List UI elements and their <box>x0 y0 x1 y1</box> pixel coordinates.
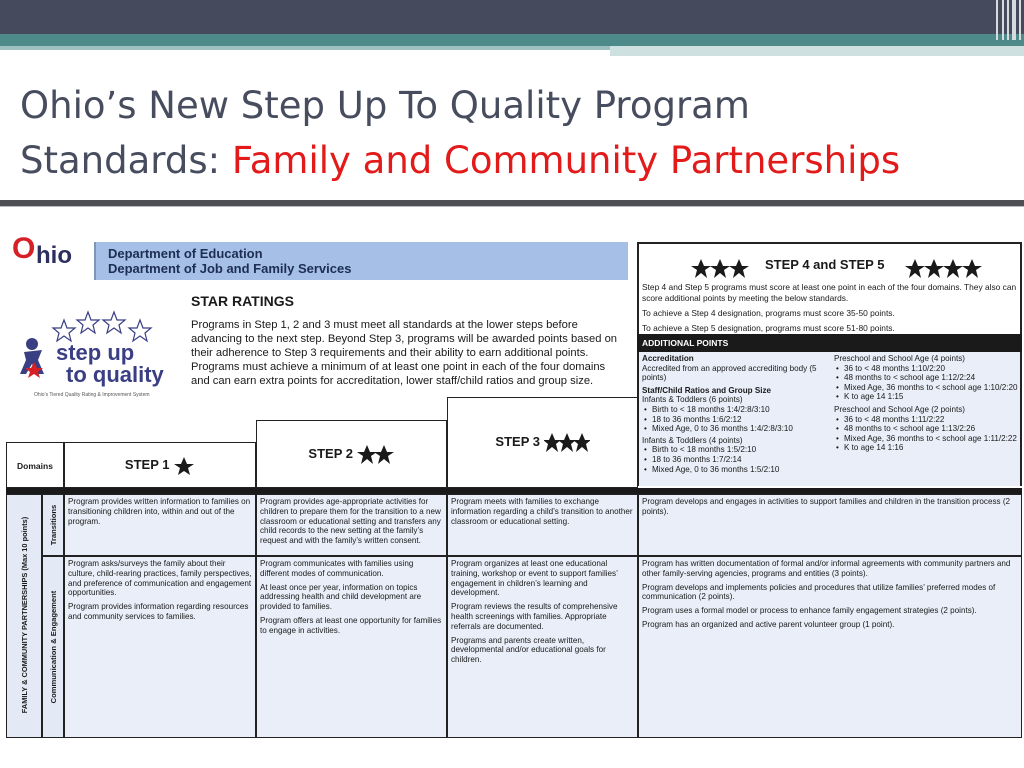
list-item: • Birth to < 18 months 1:5/2:10 <box>642 445 834 455</box>
list-item: • Birth to < 18 months 1:4/2:8/3:10 <box>642 405 834 415</box>
pre2-title: Preschool and School Age (2 points) <box>834 404 965 414</box>
title-divider-thin <box>0 206 1024 207</box>
logo-o: O <box>12 232 36 265</box>
pre4-title: Preschool and School Age (4 points) <box>834 354 965 363</box>
comm-step45-b: Program develops and implements policies and procedures that utilize families’ preferred modes of communication (2 points). <box>642 582 996 602</box>
comm-step1 <box>64 556 256 738</box>
comm-step3-c: Programs and parents create written, developmental and/or educational goals for children. <box>451 635 606 665</box>
list-item: • Mixed Age, 0 to 36 months 1:5/2:10 <box>642 465 834 475</box>
step45-title: STEP 4 and STEP 5 <box>765 257 885 272</box>
list-item: • K to age 14 1:16 <box>834 443 1019 453</box>
step45-line3: To achieve a Step 5 designation, programs must score 51-80 points. <box>642 323 895 333</box>
title-line2: Standards: <box>20 139 221 182</box>
comm-step1-b: Program provides information regarding resources and community services to families. <box>68 602 249 621</box>
star-ratings-title: STAR RATINGS <box>191 293 294 309</box>
list-item: • K to age 14 1:15 <box>834 392 1019 402</box>
infant4-title: Infants & Toddlers (4 points) <box>642 435 743 445</box>
one-star-icon <box>173 456 195 476</box>
list-item: • 36 to < 48 months 1:11/2:22 <box>834 415 1019 425</box>
comm-step2-c: Program offers at least one opportunity for families to engage in activities. <box>260 615 442 635</box>
comm-step45-a: Program has written documentation of formal and/or informal agreements with community partners and other family-serving agencies, programs and entities (3 points). <box>642 559 1011 578</box>
stepup-tagline: Ohio’s Tiered Quality Rating & Improvement System <box>34 392 150 398</box>
two-stars-icon <box>357 444 395 466</box>
ohio-logo <box>6 232 96 280</box>
list-item: • 48 months to < school age 1:12/2:24 <box>834 373 1019 383</box>
infant6-list <box>642 405 834 434</box>
accent-band <box>0 34 1024 46</box>
accent-band-light <box>0 46 610 50</box>
ratio-title: Staff/Child Ratios and Group Size <box>642 385 772 395</box>
comm-step45 <box>638 556 1022 738</box>
accred-body: Accredited from an approved accrediting body (5 points) <box>642 363 817 383</box>
stepup-text-1: step up <box>56 340 135 365</box>
step2-label: STEP 2 <box>308 446 353 461</box>
list-item: • 18 to 36 months 1:7/2:14 <box>642 455 834 465</box>
list-item: • 48 months to < school age 1:13/2:26 <box>834 424 1019 434</box>
top-bar <box>0 0 1024 34</box>
step45-line2: To achieve a Step 4 designation, programs must score 35-50 points. <box>642 308 895 318</box>
comm-step3-b: Program reviews the results of comprehensive health screenings with families. Appropriate referrals are documented. <box>451 602 618 631</box>
stepup-text-2: to quality <box>66 362 164 387</box>
accred-title: Accreditation <box>642 354 694 363</box>
dept-job-family: Department of Job and Family Services <box>108 261 352 276</box>
list-item: • Mixed Age, 0 to 36 months 1:4/2:8/3:10 <box>642 424 834 434</box>
list-item: • Mixed Age, 36 months to < school age 1:10/2:20 <box>834 383 1019 393</box>
comm-step2-b: At least once per year, information on topics addressing health and child development are provided to families. <box>260 582 422 612</box>
slide-title <box>20 78 1010 188</box>
comm-step2-a: Program communicates with families using different modes of communication. <box>260 559 414 578</box>
list-item: • 36 to < 48 months 1:10/2:20 <box>834 364 1019 374</box>
comm-step45-c: Program uses a formal model or process to enhance family engagement strategies (2 points). <box>642 606 977 616</box>
step3-label: STEP 3 <box>495 434 540 449</box>
standards-document <box>4 232 1022 740</box>
list-item: • 18 to 36 months 1:6/2:12 <box>642 415 834 425</box>
communication-label-text: Communication & Engagement <box>49 590 58 704</box>
step1-label: STEP 1 <box>124 457 170 472</box>
additional-points-header: ADDITIONAL POINTS <box>637 334 1022 352</box>
infant6-title: Infants & Toddlers (6 points) <box>642 395 743 405</box>
communication-label <box>42 556 64 738</box>
three-stars-icon <box>691 258 751 280</box>
four-stars-icon <box>905 258 983 280</box>
transitions-step1: Program provides written information to families on transitioning children into, within and out of the program. <box>64 494 256 556</box>
accent-band-pale <box>610 46 1024 56</box>
additional-col-right <box>834 354 1019 453</box>
transitions-step45: Program develops and engages in activities to support families and children in the transition process (2 points). <box>638 494 1022 556</box>
decorative-bars <box>994 0 1024 40</box>
transitions-label-text: Transitions <box>49 504 58 546</box>
infant4-list <box>642 445 834 474</box>
title-line1: Ohio’s New Step Up To Quality Program <box>20 84 750 127</box>
star-ratings-body: Programs in Step 1, 2 and 3 must meet all standards at the lower steps before advancing to the next step. Beyond Step 3, programs will be awarded points based on their adherence to Step 3 requirements and their ability to earn additional points. Programs must achieve a minimum of at least one point in each of the four domains and can earn extra points for accreditation, lower staff/child ratios and group size. <box>191 319 618 387</box>
additional-col-left <box>642 354 834 474</box>
domain-label <box>6 494 42 738</box>
step45-line1: Step 4 and Step 5 programs must score at least one point in each of the four domains. They also can score additional points by meeting the below standards. <box>642 282 1017 303</box>
additional-points <box>637 352 1022 486</box>
step3-header <box>447 397 638 488</box>
three-stars-small-icon <box>544 432 590 454</box>
domains-header: Domains <box>6 442 64 488</box>
pre4-list <box>834 364 1019 402</box>
list-item: • Mixed Age, 36 months to < school age 1:11/2:22 <box>834 434 1019 444</box>
comm-step45-d: Program has an organized and active parent volunteer group (1 point). <box>642 619 895 629</box>
dept-education: Department of Education <box>108 246 263 261</box>
step1-header <box>64 442 256 488</box>
domain-label-text: FAMILY & COMMUNITY PARTNERSHIPS (Max 10 points) <box>20 516 29 714</box>
step2-header <box>256 420 447 488</box>
comm-step3 <box>447 556 638 738</box>
transitions-step2: Program provides age-appropriate activities for children to prepare them for the transition to a new classroom or educational setting and transfers any child records to the new setting at the family’s request and with the family’s written consent. <box>256 494 447 556</box>
pre2-list <box>834 415 1019 453</box>
transitions-label <box>42 494 64 556</box>
comm-step2 <box>256 556 447 738</box>
logo-hio: hio <box>36 242 72 269</box>
transitions-step3: Program meets with families to exchange information regarding a child’s transition to another classroom or educational setting. <box>447 494 638 556</box>
department-names <box>108 246 351 276</box>
comm-step3-a: Program organizes at least one educational training, workshop or event to support families’ engagement in children’s learning and development. <box>451 559 618 598</box>
step45-text <box>642 282 1020 338</box>
title-highlight: Family and Community Partnerships <box>231 139 901 182</box>
comm-step1-a: Program asks/surveys the family about their culture, child-rearing practices, family perspectives, and preference of communication and engagement opportunities. <box>68 559 252 598</box>
